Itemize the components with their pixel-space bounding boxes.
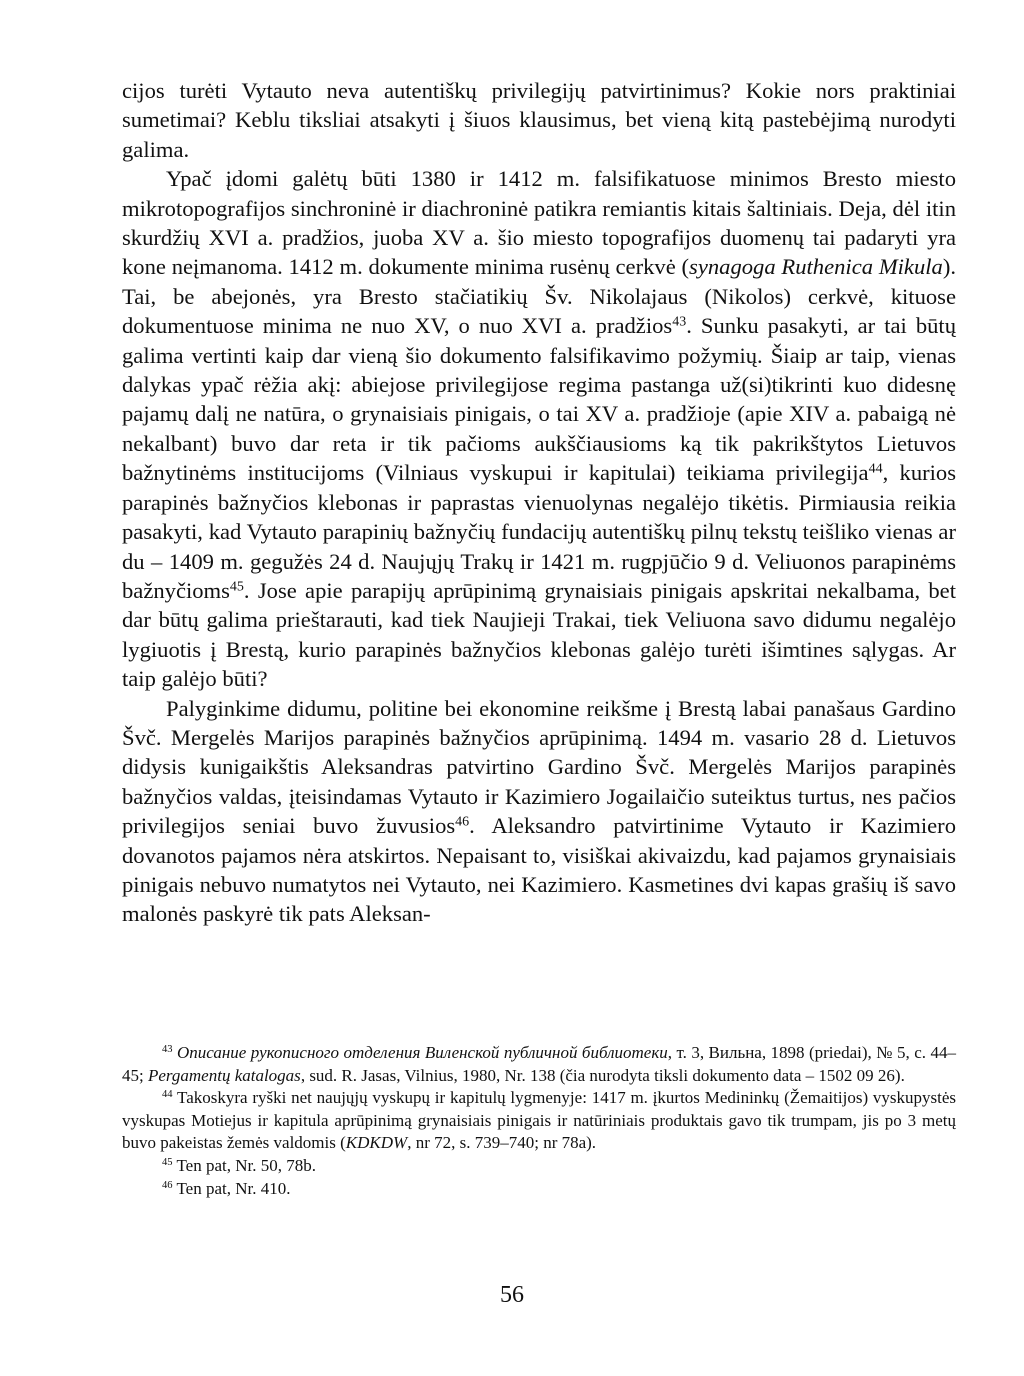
- italic-text: Описание рукописного отделения Виленской публичной библиотеки: [176, 1043, 668, 1062]
- italic-text: KDKDW: [345, 1133, 408, 1153]
- text-run: . Jose apie parapijų aprūpinimą grynaisiais pinigais apskritai nekalbama, bet dar būtų galima prieštarauti, kad tiek Naujieji Trakai, tiek Veliuona savo didumu negalėjo lygiuotis į Brestą, kurio parapinės bažnyčios klebonas galėjo turėti išimtines sąlygas. Ar taip galėjo būti?: [122, 577, 956, 692]
- page-number: 56: [500, 1282, 524, 1308]
- footnote-ref: 44: [162, 1089, 173, 1101]
- italic-text: synagoga Ruthenica Mikula: [689, 254, 943, 280]
- paragraph: [122, 694, 956, 929]
- text-run: cijos turėti Vytauto neva autentiškų privilegijų patvirtinimus? Kokie nors praktiniai sumetimai? Keblu tiksliai atsakyti į šiuos klausimus, bet vieną kitą pastebėjimą nurodyti galima.: [122, 78, 956, 162]
- paragraph: [122, 164, 956, 693]
- footnote-ref: 46: [455, 814, 470, 830]
- text-run: , т. 3, Вильна, 1898 (priedai), № 5, с. 44–45;: [122, 1043, 956, 1085]
- text-run: Ten pat, Nr. 410.: [172, 1178, 291, 1198]
- footnote: [122, 1178, 956, 1201]
- footnote: [122, 1042, 956, 1087]
- footnote-ref: 46: [162, 1179, 173, 1191]
- footnote: [122, 1087, 956, 1155]
- text-run: . Sunku pasakyti, ar tai būtų galima vertinti kaip dar vieną šio dokumento falsifikavimo požymių. Šiaip ar taip, vienas dalykas ypač rėžia akį: abiejose privilegijose regima pastanga už(si)tikrinti kuo didesnę pajamų dalį ne natūra, o grynaisiais pinigais, o tai XV a. pradžioje (apie XIV a. pabaigą nė nekalbant) buvo dar reta ir tik pačioms aukščiausioms ką tik pakrikštytos Lietuvos bažnytinėms institucijoms (Vilniaus vyskupui ir kapitulai) teikiama privilegija: [122, 313, 956, 486]
- text-run: Palyginkime didumu, politine bei ekonomine reikšme į Brestą labai panašaus Gardino Švč. Mergelės Marijos parapinės bažnyčios aprūpinimą. 1494 m. vasario 28 d. Lietuvos didysis kunigaikštis Aleksandras patvirtino Gardino Švč. Mergelės Marijos parapinės bažnyčios valdas, įteisindamas Vytauto ir Kazimiero Jogailaičio suteiktus turtus, nes pačios privilegijos seniai buvo žuvusios: [122, 695, 956, 839]
- text-run: , nr 72, s. 739–740; nr 78a).: [407, 1133, 597, 1153]
- text-run: , sud. R. Jasas, Vilnius, 1980, Nr. 138 (čia nurodyta tiksli dokumento data – 1502 09 26).: [300, 1065, 905, 1085]
- text-run: Ypač įdomi galėtų būti 1380 ir 1412 m. falsifikatuose minimos Bresto miesto mikrotopografijos sinchroninė ir diachroninė patikra remiantis kitais šaltiniais. Deja, dėl itin skurdžių XVI a. pradžios, juoba XV a. šio miesto topografijos duomenų tai padaryti yra kone neįmanoma. 1412 m. dokumente minima rusėnų cerkvė (: [122, 166, 956, 280]
- footnotes: [122, 1042, 956, 1200]
- text-run: . Aleksandro patvirtinime Vytauto ir Kazimiero dovanotos pajamos nėra atskirtos. Nepaisant to, visiškai akivaizdu, kad pajamos grynaisiais pinigais nebuvo numatytos nei Vytauto, nei Kazimiero. Kasmetines dvi kapas grašių iš savo malonės paskyrė tik pats Aleksan-: [122, 813, 956, 927]
- footnote-ref: 43: [162, 1044, 173, 1056]
- footnote: [122, 1155, 956, 1178]
- paragraph: [122, 76, 956, 164]
- italic-text: Pergamentų katalogas: [147, 1065, 301, 1085]
- footnote-ref: 44: [868, 461, 883, 477]
- text-run: Takoskyra ryški net naujųjų vyskupų ir kapitulų lygmenyje: 1417 m. įkurtos Medininkų (Žemaitijos) vyskupystės vyskupas Motiejus ir kapitula aprūpinimą grynaisiais pinigais ir natūriniais produktais gavo tik trumpam, jis po 3 metų buvo pakeistas žemės valdomis (: [122, 1088, 956, 1153]
- footnote-ref: 45: [229, 579, 244, 595]
- text-run: ). Tai, be abejonės, yra Bresto stačiatikių Šv. Nikolajaus (Nikolos) cerkvė, kituose dokumentuose minima ne nuo XV, o nuo XVI a. pradžios: [122, 254, 957, 339]
- text-run: Ten pat, Nr. 50, 78b.: [172, 1155, 316, 1175]
- footnote-ref: 45: [162, 1157, 173, 1169]
- text-run: , kurios parapinės bažnyčios klebonas ir paprastas vienuolynas negalėjo tikėtis. Pirmiausia reikia pasakyti, kad Vytauto parapinių bažnyčių fundacijų autentiškų pilnų tekstų teišliko vienas ar du – 1409 m. gegužės 24 d. Naujųjų Trakų ir 1421 m. rugpjūčio 9 d. Veliuonos parapinėms bažnyčioms: [122, 460, 956, 603]
- body-text: [122, 76, 956, 929]
- footnote-ref: 43: [672, 314, 687, 330]
